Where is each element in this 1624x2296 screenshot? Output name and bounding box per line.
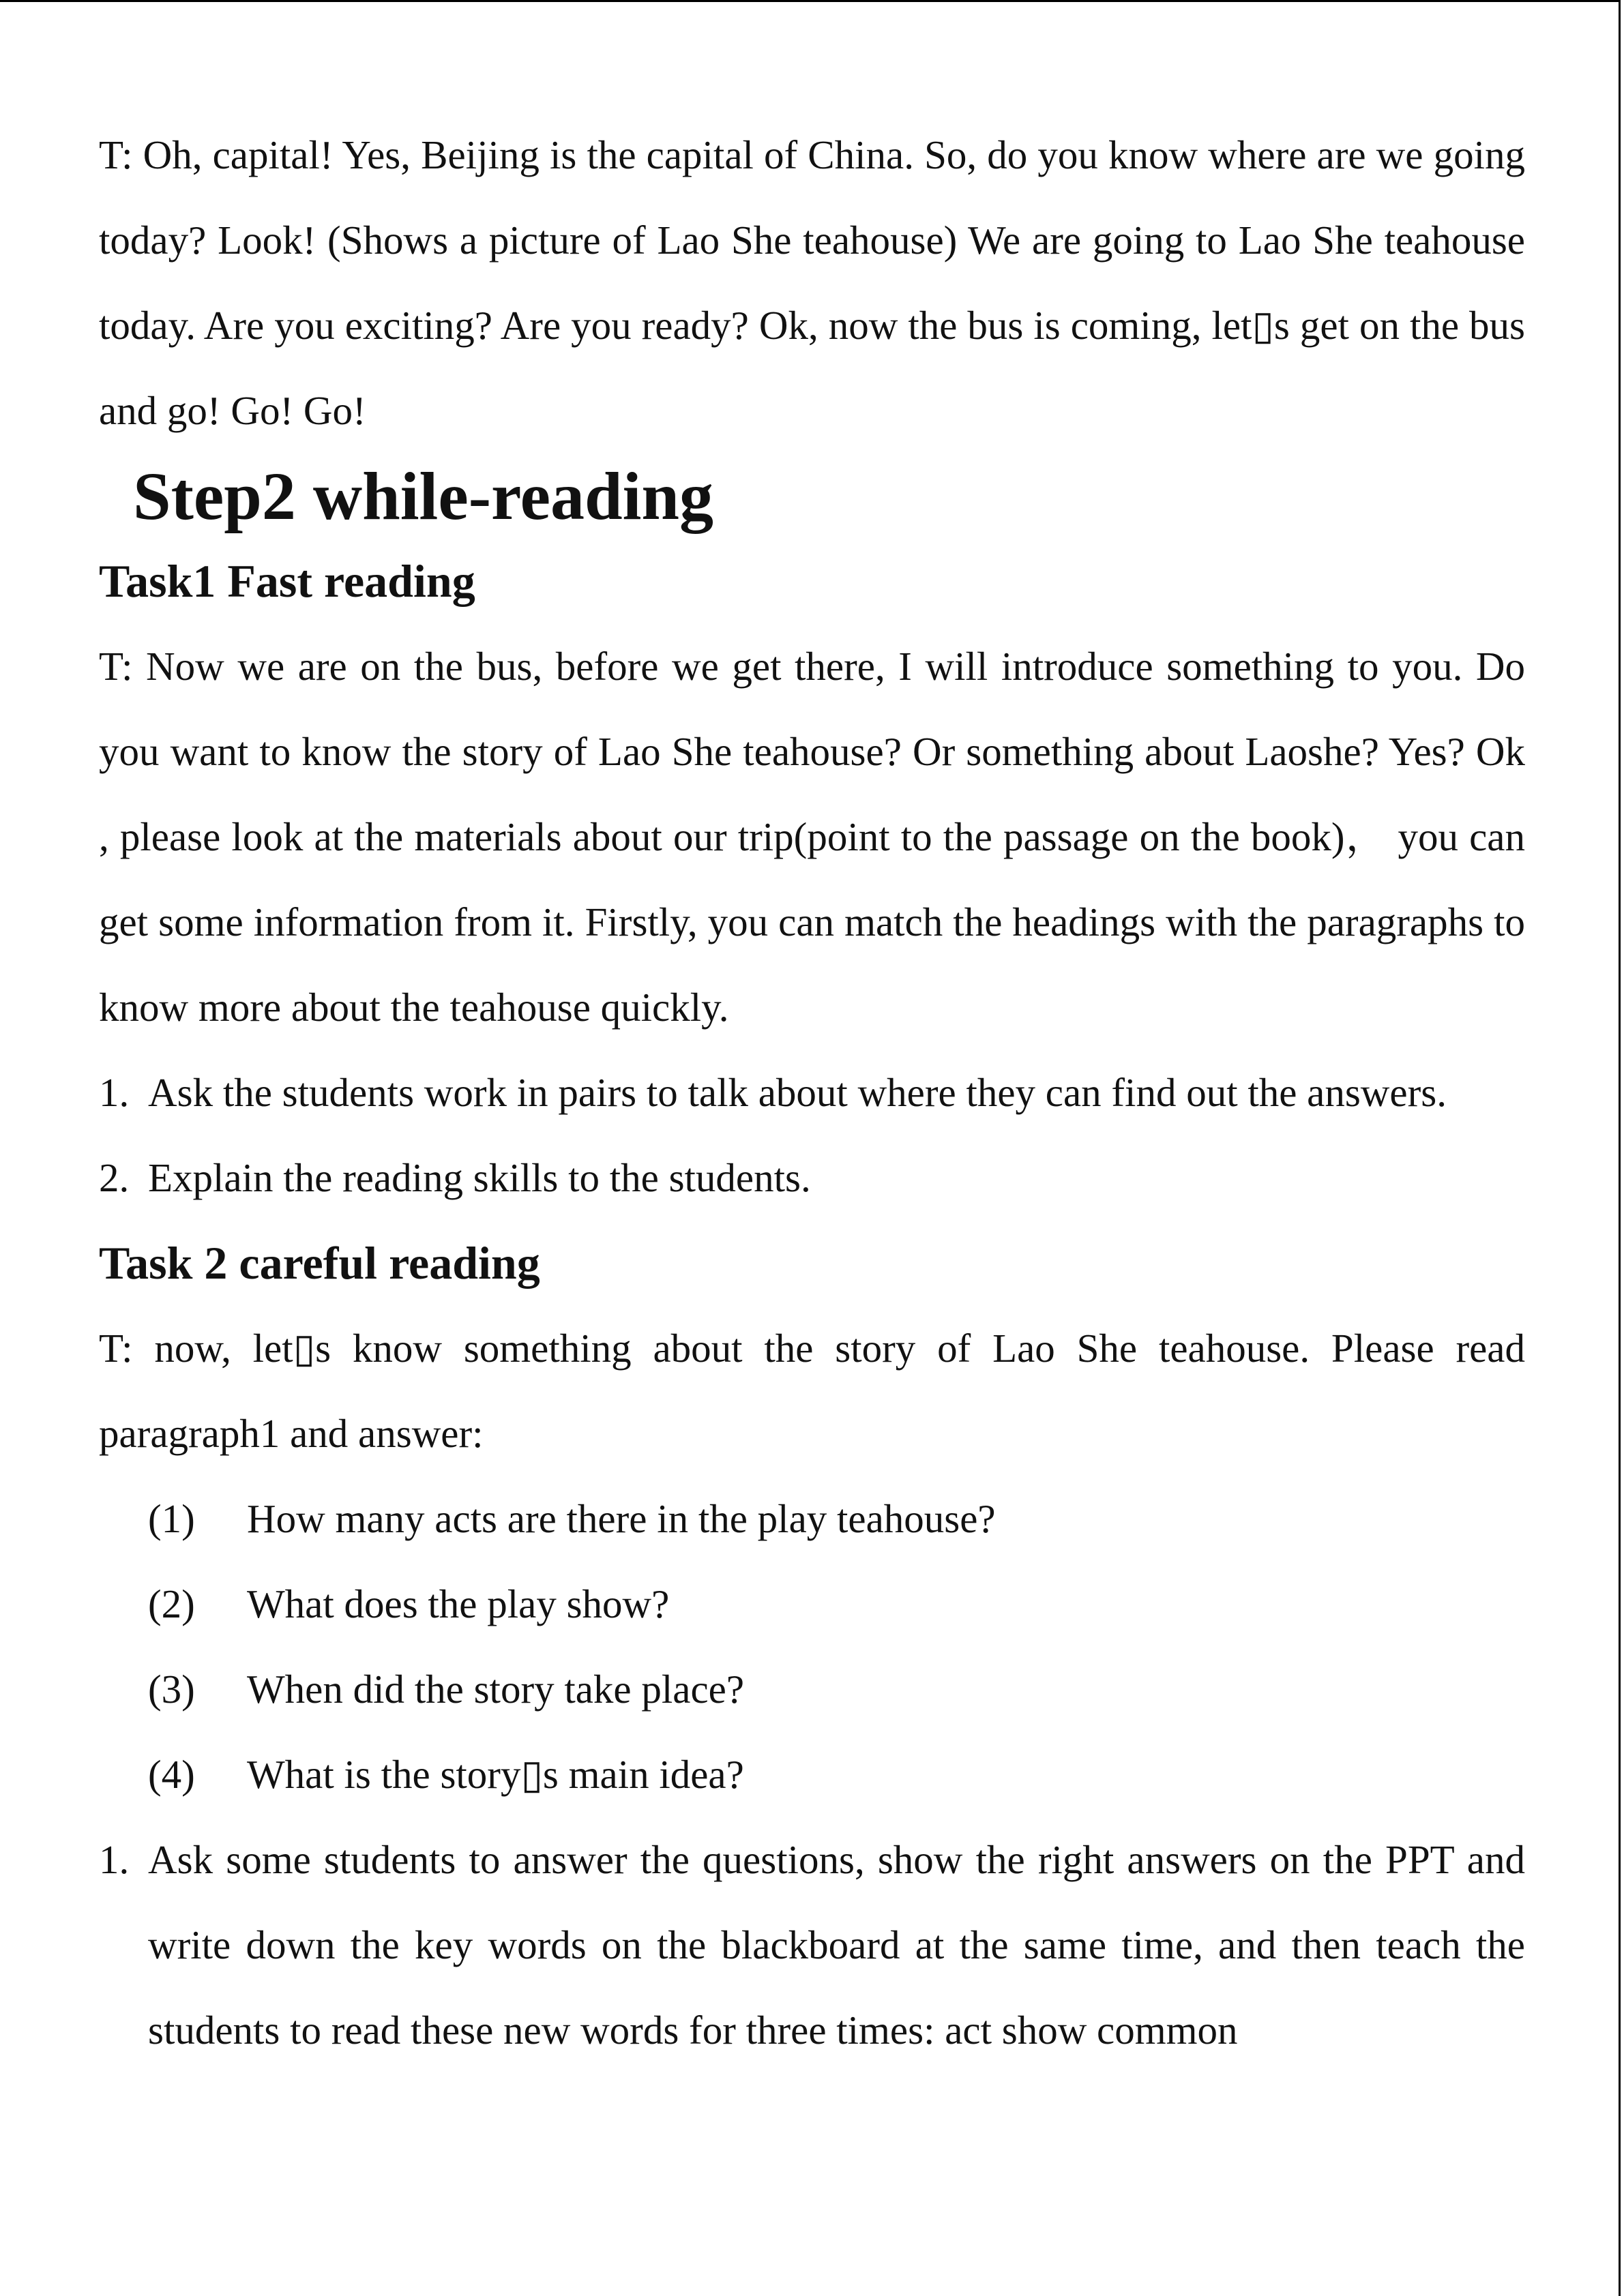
question-text: How many acts are there in the play teahouse?	[247, 1496, 996, 1541]
question-text: When did the story take place?	[247, 1667, 745, 1712]
list-item	[99, 1135, 1525, 1221]
list-item-text: Explain the reading skills to the students.	[148, 1155, 811, 1200]
task2-paragraph: T: now, let▯s know something about the story of Lao She teahouse. Please read paragraph1 and answer:	[99, 1326, 1525, 1456]
question-item	[99, 1476, 1525, 1562]
list-item-text: Ask the students work in pairs to talk about where they can find out the answers.	[148, 1070, 1447, 1115]
intro-paragraph: T: Oh, capital! Yes, Beijing is the capital of China. So, do you know where are we going today? Look! (Shows a picture of Lao She teahouse) We are going to Lao She teahouse today. Are you exciting? Are you ready? Ok, now the bus is coming, let▯s get on the bus and go! Go! Go!	[99, 132, 1525, 433]
task2-heading: Task 2 careful reading	[99, 1237, 540, 1289]
question-number: (4)	[148, 1752, 195, 1797]
list-item-number: 1.	[99, 1837, 130, 1882]
list-item	[99, 1817, 1525, 2073]
question-item	[99, 1647, 1525, 1732]
question-number: (2)	[148, 1581, 195, 1626]
question-text: What is the story▯s main idea?	[247, 1752, 744, 1797]
question-number: (1)	[148, 1496, 195, 1541]
document-body	[99, 113, 1525, 2073]
task1-heading: Task1 Fast reading	[99, 555, 475, 607]
question-item	[99, 1562, 1525, 1647]
question-item	[99, 1732, 1525, 1817]
list-item-text: Ask some students to answer the questions, show the right answers on the PPT and write down the key words on the blackboard at the same time, and then teach the students to read these new words for three times: act show common	[148, 1837, 1525, 2053]
task1-paragraph: T: Now we are on the bus, before we get there, I will introduce something to you. Do you want to know the story of Lao She teahouse? Or something about Laoshe? Yes? Ok , please look at the materials about our trip(point to the passage on the book)， you can get some information from it. Firstly, you can match the headings with the paragraphs to know more about the teahouse quickly.	[99, 644, 1525, 1030]
step2-heading: Step2 while-reading	[133, 458, 713, 534]
question-number: (3)	[148, 1667, 195, 1712]
question-text: What does the play show?	[247, 1581, 670, 1626]
list-item-number: 2.	[99, 1155, 130, 1200]
list-item-number: 1.	[99, 1070, 130, 1115]
list-item	[99, 1050, 1525, 1135]
